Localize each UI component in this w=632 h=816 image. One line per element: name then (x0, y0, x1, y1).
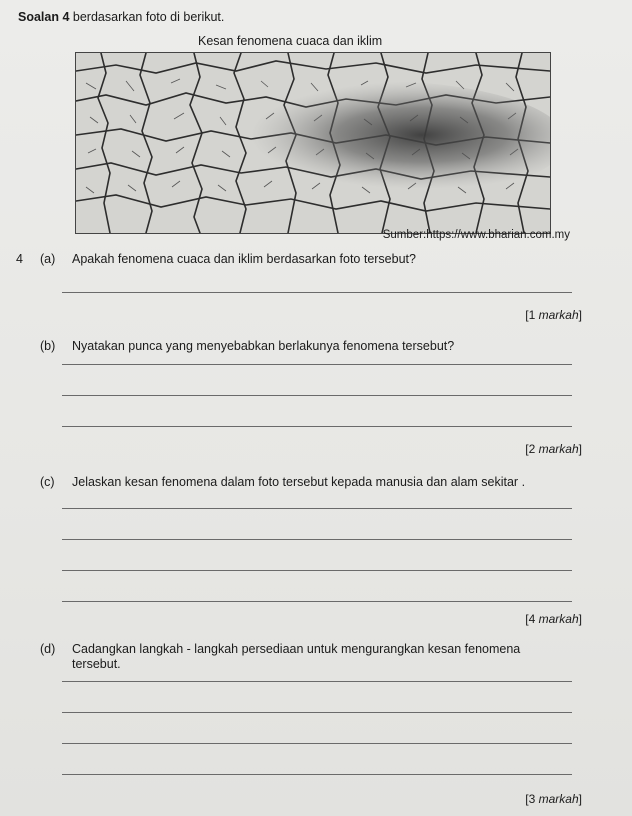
part-a-label: (a) (40, 252, 56, 266)
answer-line-b1[interactable] (62, 364, 572, 365)
answer-line-b2[interactable] (62, 395, 572, 396)
part-b-label: (b) (40, 339, 56, 353)
answer-line-c4[interactable] (62, 601, 572, 602)
part-a-marks: [1 markah] (525, 308, 582, 322)
part-a-question: Apakah fenomena cuaca dan iklim berdasarkan foto tersebut? (72, 252, 416, 266)
intro-text (18, 10, 224, 24)
cracked-earth-photo (75, 52, 551, 234)
answer-line-d2[interactable] (62, 712, 572, 713)
question-number: 4 (16, 252, 23, 266)
photo-caption: Kesan fenomena cuaca dan iklim (198, 34, 383, 48)
answer-line-d1[interactable] (62, 681, 572, 682)
answer-line-d3[interactable] (62, 743, 572, 744)
intro-rest: berdasarkan foto di berikut. (69, 10, 225, 24)
answer-line-c1[interactable] (62, 508, 572, 509)
answer-line-d4[interactable] (62, 774, 572, 775)
part-d-marks: [3 markah] (525, 792, 582, 806)
intro-question-ref: Soalan 4 (18, 10, 70, 24)
part-d-label: (d) (40, 642, 56, 656)
part-d-question: Cadangkan langkah - langkah persediaan untuk mengurangkan kesan fenomena (72, 642, 521, 656)
answer-line-c3[interactable] (62, 570, 572, 571)
answer-line-c2[interactable] (62, 539, 572, 540)
cracked-earth-illustration (76, 53, 550, 233)
part-b-marks: [2 markah] (525, 442, 582, 456)
part-c-marks: [4 markah] (525, 612, 582, 626)
part-c-question: Jelaskan kesan fenomena dalam foto tersebut kepada manusia dan alam sekitar . (72, 475, 526, 489)
photo-source: Sumber:https://www.bharian.com.my (382, 229, 570, 241)
part-c-label: (c) (40, 475, 55, 489)
part-b-question: Nyatakan punca yang menyebabkan berlakunya fenomena tersebut? (72, 339, 455, 353)
answer-line-a1[interactable] (62, 292, 572, 293)
answer-line-b3[interactable] (62, 426, 572, 427)
part-d-question-cont: tersebut. (72, 657, 121, 671)
